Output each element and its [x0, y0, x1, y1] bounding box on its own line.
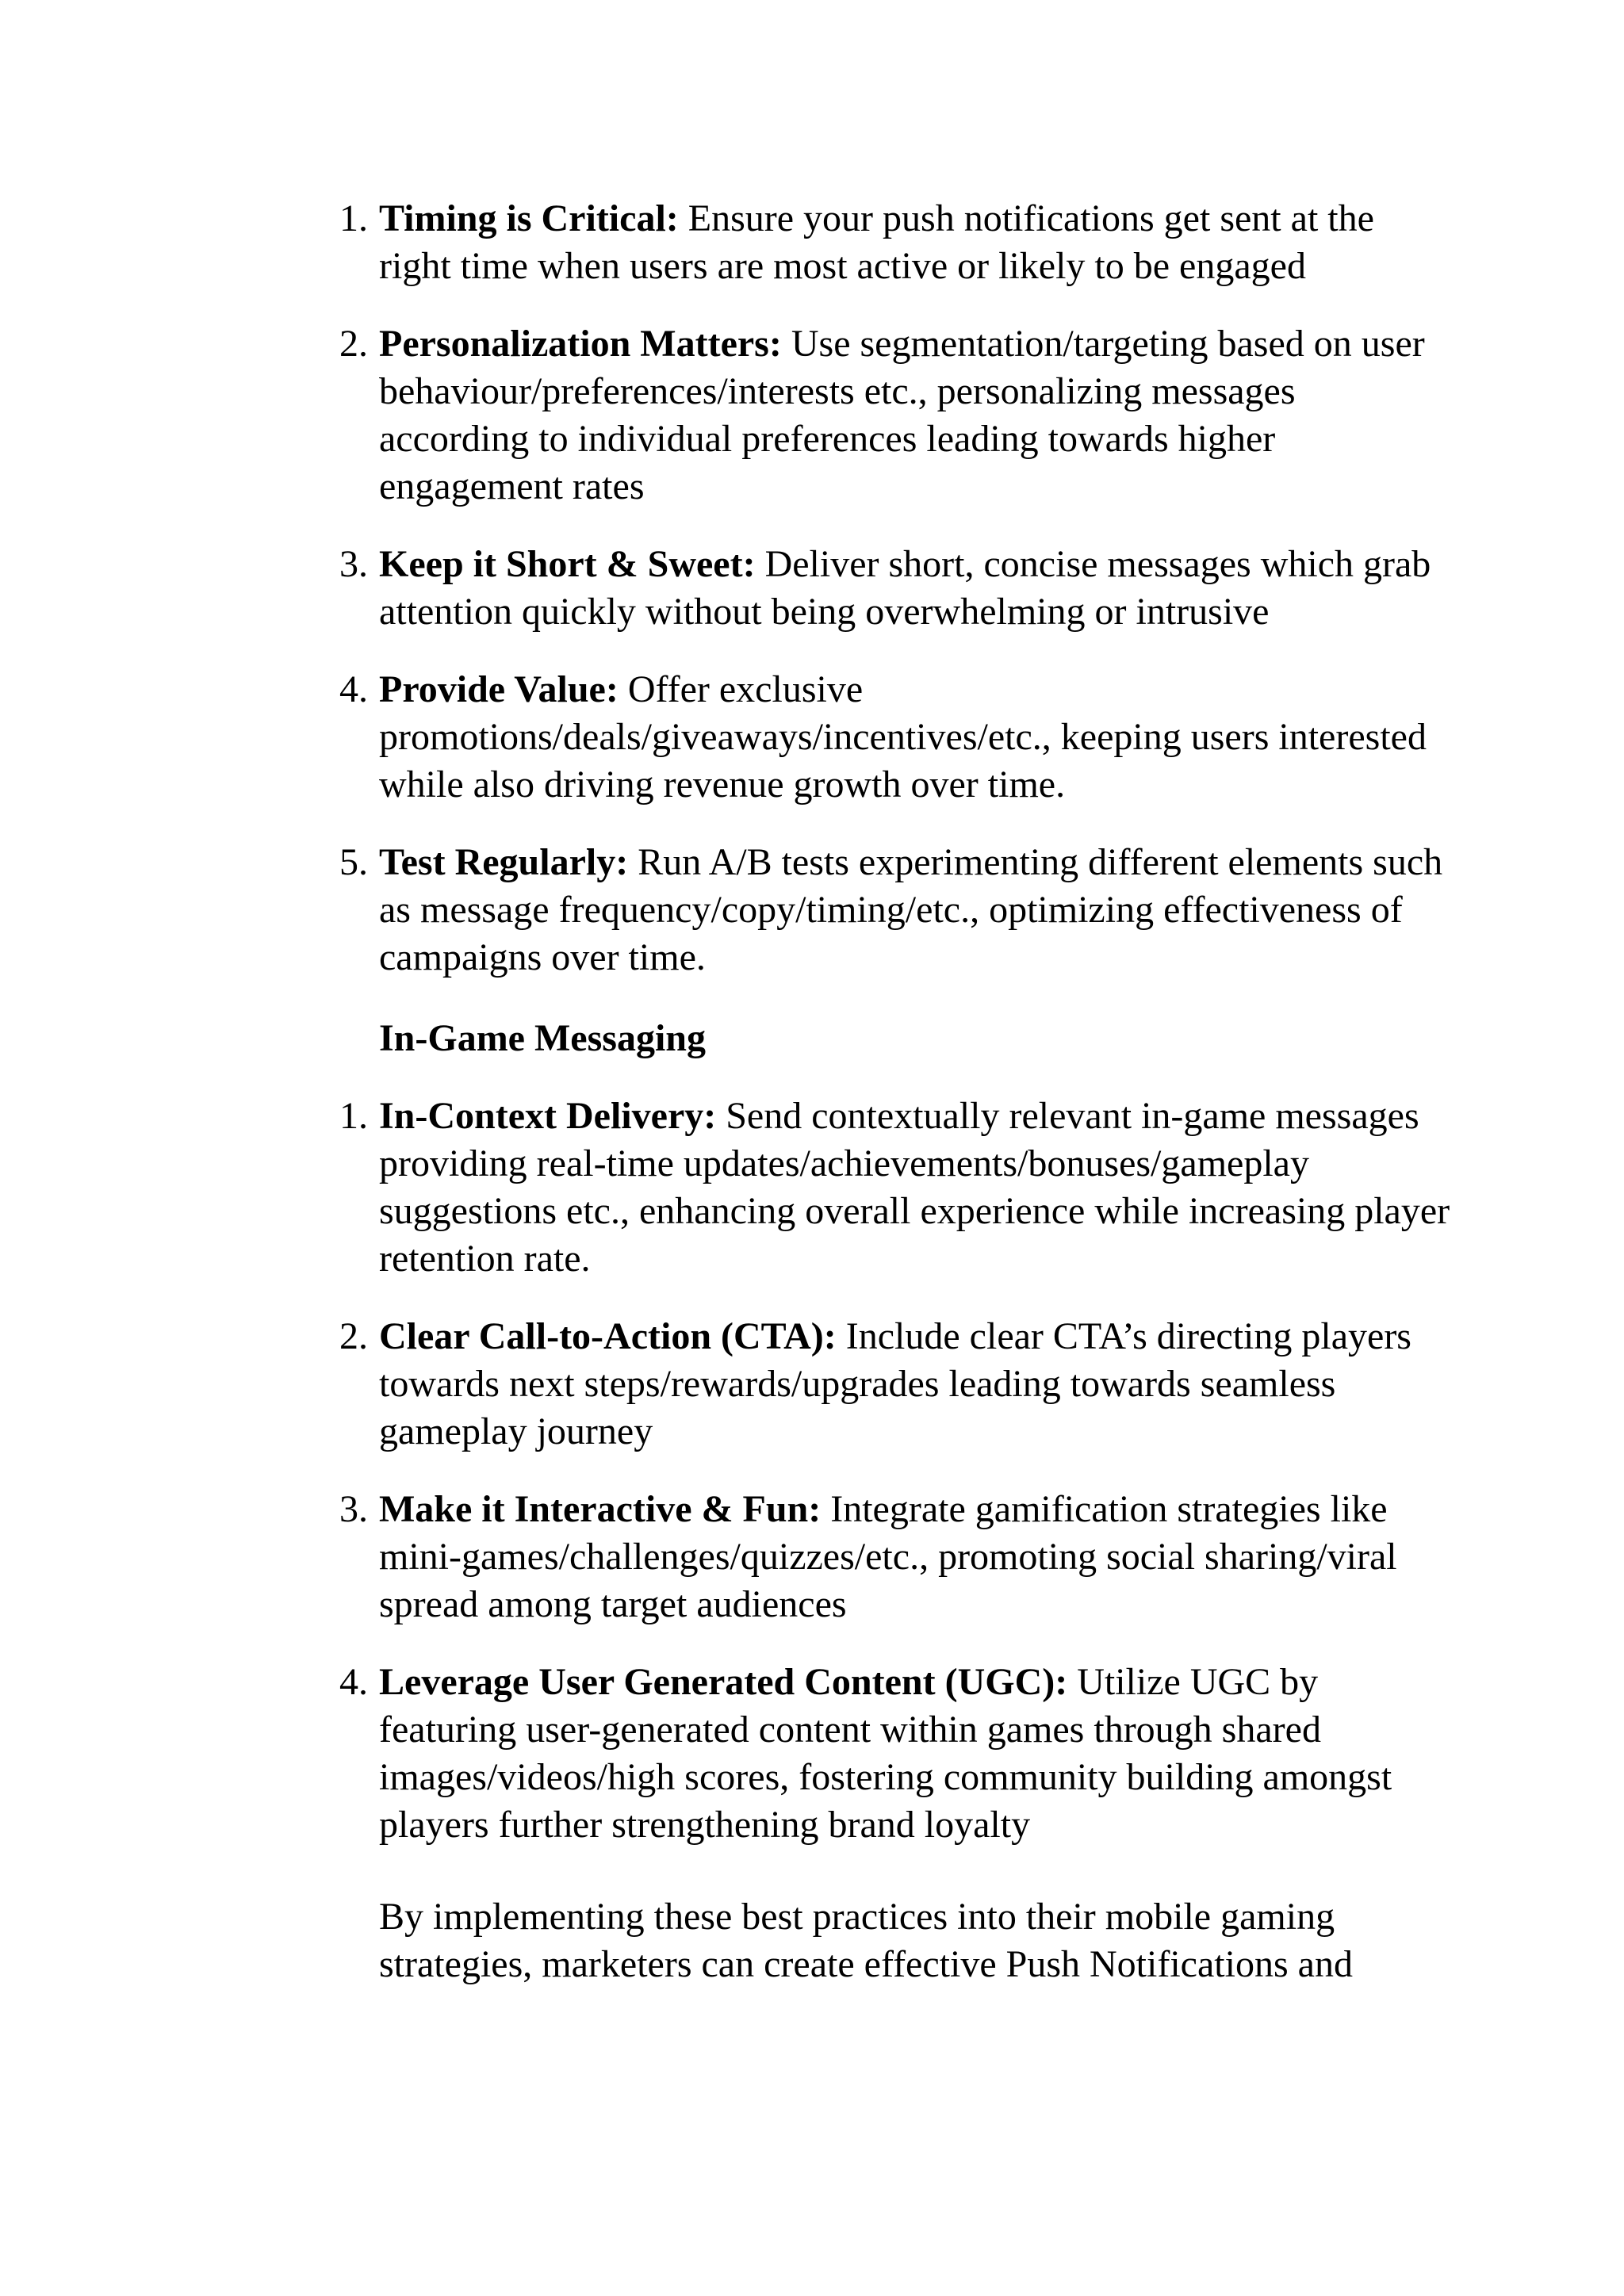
- list-item-text: Ensure your push notifications get sent at the right time when users are most active or likely to be engaged: [379, 197, 1374, 287]
- list-item: [325, 1313, 1451, 1456]
- list-number: 1.: [339, 1095, 368, 1137]
- list-item: [325, 839, 1451, 982]
- list-item-term: Keep it Short & Sweet:: [379, 543, 756, 585]
- list-number: 4.: [339, 1661, 368, 1703]
- list-number: 2.: [339, 1315, 368, 1357]
- list-item-text: Offer exclusive promotions/deals/giveaways/incentives/etc., keeping users interested while also driving revenue growth over time.: [379, 668, 1427, 806]
- list-item: [325, 1093, 1451, 1283]
- list-number: 5.: [339, 841, 368, 883]
- closing-paragraph: By implementing these best practices into their mobile gaming strategies, marketers can create effective Push Notifications and: [379, 1896, 1353, 1985]
- list-item: [325, 320, 1451, 511]
- section-heading: In-Game Messaging: [379, 1017, 706, 1059]
- list-item: [325, 1486, 1451, 1628]
- list-number: 3.: [339, 543, 368, 585]
- list-item-text: Send contextually relevant in-game messages providing real-time updates/achievements/bonuses/gameplay suggestions etc., enhancing overall experience while increasing player retention rate.: [379, 1095, 1450, 1280]
- list-item-text: Integrate gamification strategies like mini-games/challenges/quizzes/etc., promoting social sharing/viral spread among target audiences: [379, 1488, 1397, 1625]
- page-content: [325, 195, 1451, 2026]
- list-number: 2.: [339, 323, 368, 365]
- list-item-term: Make it Interactive & Fun:: [379, 1488, 822, 1530]
- list-item-term: Test Regularly:: [379, 841, 629, 883]
- list-item-text: Utilize UGC by featuring user-generated content within games through shared images/videos/high scores, fostering community building amongst players further strengthening brand loyalty: [379, 1661, 1392, 1846]
- list-item-term: Timing is Critical:: [379, 197, 679, 239]
- list-item-term: Leverage User Generated Content (UGC):: [379, 1661, 1068, 1703]
- list-item-term: Personalization Matters:: [379, 323, 782, 365]
- list-item: [325, 195, 1451, 290]
- push-tips-list: [325, 195, 1451, 982]
- list-item-term: Clear Call-to-Action (CTA):: [379, 1315, 837, 1357]
- list-item-text: Run A/B tests experimenting different elements such as message frequency/copy/timing/etc., optimizing effectiveness of campaigns over time.: [379, 841, 1443, 978]
- in-game-tips-list: [325, 1093, 1451, 1849]
- list-item: [325, 666, 1451, 809]
- list-item: [325, 541, 1451, 636]
- list-number: 1.: [339, 197, 368, 239]
- list-item-term: In-Context Delivery:: [379, 1095, 717, 1137]
- list-item-text: Use segmentation/targeting based on user behaviour/preferences/interests etc., personalizing messages according to individual preferences leading towards higher engagement rates: [379, 323, 1425, 507]
- list-number: 3.: [339, 1488, 368, 1530]
- list-item-text: Include clear CTA’s directing players towards next steps/rewards/upgrades leading towards seamless gameplay journey: [379, 1315, 1411, 1452]
- list-number: 4.: [339, 668, 368, 710]
- list-item-term: Provide Value:: [379, 668, 619, 710]
- list-item: [325, 1659, 1451, 1849]
- list-item-text: Deliver short, concise messages which grab attention quickly without being overwhelming or intrusive: [379, 543, 1431, 633]
